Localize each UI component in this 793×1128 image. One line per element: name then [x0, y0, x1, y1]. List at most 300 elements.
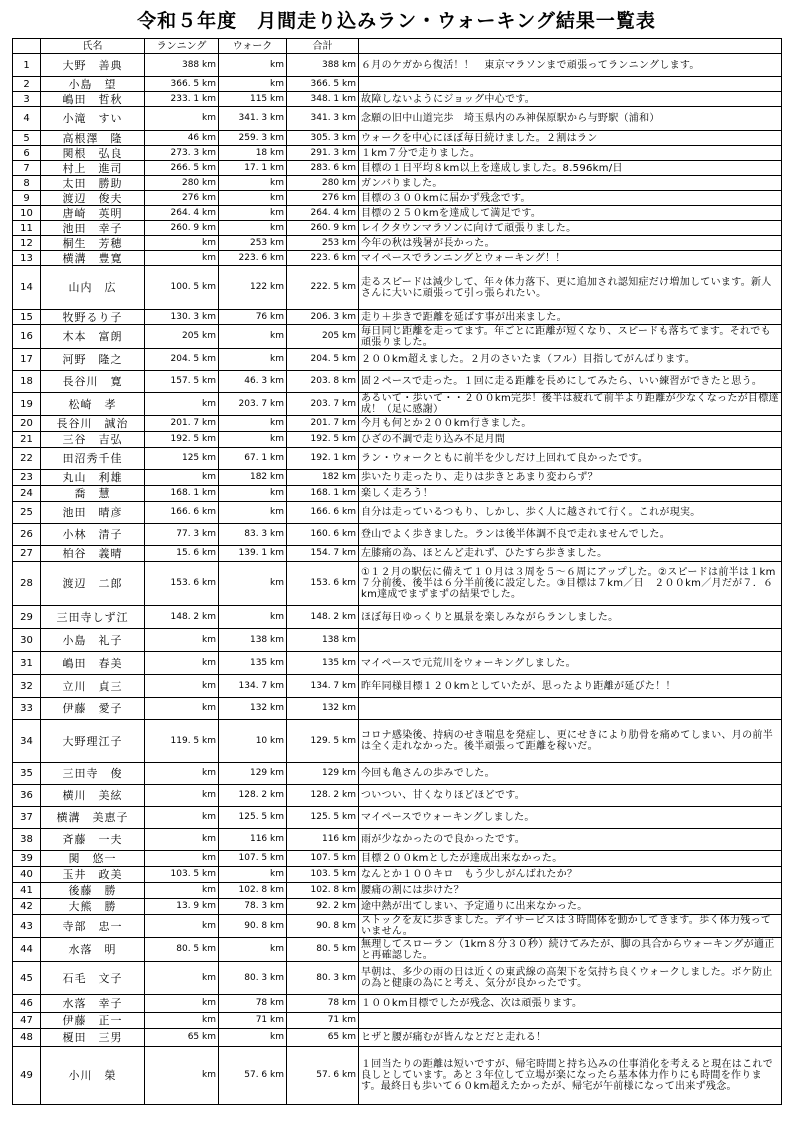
- walk-distance: 341. 3 km: [219, 107, 287, 131]
- row-number: 22: [13, 448, 41, 470]
- table-row: [13, 629, 782, 652]
- walk-distance: km: [219, 416, 287, 432]
- participant-name: 渡辺 二郎: [41, 562, 145, 606]
- total-distance: 205 km: [287, 325, 359, 349]
- row-number: 21: [13, 432, 41, 448]
- table-row: [13, 221, 782, 236]
- participant-name: 三田寺 俊: [41, 763, 145, 785]
- comment: マイペースでウォーキングしました。: [359, 807, 782, 829]
- running-distance: km: [145, 251, 219, 266]
- running-distance: 273. 3 km: [145, 146, 219, 161]
- row-number: 39: [13, 851, 41, 867]
- running-distance: km: [145, 675, 219, 698]
- row-number: 14: [13, 266, 41, 310]
- total-distance: 192. 1 km: [287, 448, 359, 470]
- row-number: 8: [13, 176, 41, 191]
- total-distance: 107. 5 km: [287, 851, 359, 867]
- participant-name: 伊藤 愛子: [41, 698, 145, 720]
- participant-name: 三谷 吉弘: [41, 432, 145, 448]
- row-number: 36: [13, 785, 41, 807]
- participant-name: 長谷川 誠治: [41, 416, 145, 432]
- table-row: [13, 325, 782, 349]
- comment: 毎日同じ距離を走ってます。年ごとに距離が短くなり、スピードも落ちてます。それでも頑張りました。: [359, 325, 782, 349]
- row-number: 34: [13, 720, 41, 763]
- walk-distance: 115 km: [219, 92, 287, 107]
- comment: 雨が少なかったので良かったです。: [359, 829, 782, 851]
- participant-name: 立川 貞三: [41, 675, 145, 698]
- walk-distance: km: [219, 221, 287, 236]
- row-number: 16: [13, 325, 41, 349]
- running-distance: 153. 6 km: [145, 562, 219, 606]
- table-row: [13, 416, 782, 432]
- participant-name: 横溝 美恵子: [41, 807, 145, 829]
- comment: コロナ感染後、持病のせき喘息を発症し、更にせきにより肋骨を痛めてしまい、月の前半は全く走れなかった。後半頑張って距離を稼いだ。: [359, 720, 782, 763]
- comment: 目標の２５０kmを達成して満足です。: [359, 206, 782, 221]
- running-distance: 15. 6 km: [145, 546, 219, 562]
- participant-name: 水落 明: [41, 938, 145, 962]
- walk-distance: 80. 3 km: [219, 962, 287, 995]
- walk-distance: 18 km: [219, 146, 287, 161]
- total-distance: 129. 5 km: [287, 720, 359, 763]
- total-distance: 92. 2 km: [287, 899, 359, 915]
- running-distance: km: [145, 883, 219, 899]
- walk-distance: km: [219, 486, 287, 502]
- walk-distance: 83. 3 km: [219, 524, 287, 546]
- walk-distance: 125. 5 km: [219, 807, 287, 829]
- total-distance: 366. 5 km: [287, 77, 359, 92]
- table-row: [13, 131, 782, 146]
- running-distance: km: [145, 470, 219, 486]
- running-distance: km: [145, 995, 219, 1013]
- total-distance: 80. 5 km: [287, 938, 359, 962]
- participant-name: 松崎 孝: [41, 393, 145, 416]
- table-row: [13, 371, 782, 393]
- participant-name: 関根 弘良: [41, 146, 145, 161]
- walk-distance: km: [219, 206, 287, 221]
- results-table: [12, 38, 782, 1105]
- total-distance: 305. 3 km: [287, 131, 359, 146]
- walk-distance: 259. 3 km: [219, 131, 287, 146]
- participant-name: 木本 富朗: [41, 325, 145, 349]
- row-number: 32: [13, 675, 41, 698]
- table-row: [13, 206, 782, 221]
- table-row: [13, 962, 782, 995]
- participant-name: 斉藤 一夫: [41, 829, 145, 851]
- walk-distance: 128. 2 km: [219, 785, 287, 807]
- running-distance: km: [145, 236, 219, 251]
- participant-name: 大野 善典: [41, 54, 145, 77]
- walk-distance: 17. 1 km: [219, 161, 287, 176]
- running-distance: 366. 5 km: [145, 77, 219, 92]
- running-distance: 125 km: [145, 448, 219, 470]
- comment: マイペースでランニングとウォーキング！！: [359, 251, 782, 266]
- comment: 腰痛の割には歩けた？: [359, 883, 782, 899]
- walk-distance: 122 km: [219, 266, 287, 310]
- walk-distance: 135 km: [219, 652, 287, 675]
- participant-name: 伊藤 正一: [41, 1013, 145, 1029]
- participant-name: 村上 進司: [41, 161, 145, 176]
- running-distance: 65 km: [145, 1029, 219, 1047]
- row-number: 5: [13, 131, 41, 146]
- table-row: [13, 251, 782, 266]
- participant-name: 小林 清子: [41, 524, 145, 546]
- header-total: 合計: [287, 39, 359, 54]
- participant-name: 後藤 勝: [41, 883, 145, 899]
- total-distance: 388 km: [287, 54, 359, 77]
- total-distance: 103. 5 km: [287, 867, 359, 883]
- participant-name: 池田 幸子: [41, 221, 145, 236]
- walk-distance: 67. 1 km: [219, 448, 287, 470]
- total-distance: 80. 3 km: [287, 962, 359, 995]
- participant-name: 田沼秀千佳: [41, 448, 145, 470]
- participant-name: 丸山 利雄: [41, 470, 145, 486]
- running-distance: 148. 2 km: [145, 606, 219, 629]
- comment: 途中熱が出てしまい、予定通りに出来なかった。: [359, 899, 782, 915]
- walk-distance: km: [219, 867, 287, 883]
- walk-distance: km: [219, 176, 287, 191]
- walk-distance: km: [219, 54, 287, 77]
- row-number: 24: [13, 486, 41, 502]
- running-distance: 192. 5 km: [145, 432, 219, 448]
- total-distance: 128. 2 km: [287, 785, 359, 807]
- row-number: 23: [13, 470, 41, 486]
- running-distance: km: [145, 851, 219, 867]
- total-distance: 90. 8 km: [287, 915, 359, 938]
- table-row: [13, 502, 782, 524]
- row-number: 29: [13, 606, 41, 629]
- walk-distance: 46. 3 km: [219, 371, 287, 393]
- table-row: [13, 191, 782, 206]
- participant-name: 渡辺 俊夫: [41, 191, 145, 206]
- running-distance: 119. 5 km: [145, 720, 219, 763]
- total-distance: 280 km: [287, 176, 359, 191]
- participant-name: 桐生 芳穂: [41, 236, 145, 251]
- total-distance: 166. 6 km: [287, 502, 359, 524]
- comment: ①１２月の駅伝に備えて１０月は３周を５～６周にアップした。②スピードは前半は１km７分前後、後半は６分半前後に設定した。③目標は７km／日 ２００km／月だが７．６km達成でまずまずの結果でした。: [359, 562, 782, 606]
- row-number: 15: [13, 310, 41, 325]
- walk-distance: km: [219, 606, 287, 629]
- total-distance: 138 km: [287, 629, 359, 652]
- table-row: [13, 176, 782, 191]
- walk-distance: 90. 8 km: [219, 915, 287, 938]
- comment: ラン・ウォークともに前半を少しだけ上回れて良かったです。: [359, 448, 782, 470]
- table-row: [13, 720, 782, 763]
- table-row: [13, 349, 782, 371]
- table-row: [13, 562, 782, 606]
- header-walk: ウォーク: [219, 39, 287, 54]
- comment: 昨年同様目標１２０kmとしていたが、思ったより距離が延びた！！: [359, 675, 782, 698]
- participant-name: 小滝 すい: [41, 107, 145, 131]
- row-number: 31: [13, 652, 41, 675]
- running-distance: 13. 9 km: [145, 899, 219, 915]
- row-number: 30: [13, 629, 41, 652]
- walk-distance: km: [219, 938, 287, 962]
- participant-name: 水落 幸子: [41, 995, 145, 1013]
- comment: ６月のケガから復活！！ 東京マラソンまで頑張ってランニングします。: [359, 54, 782, 77]
- row-number: 45: [13, 962, 41, 995]
- running-distance: 266. 5 km: [145, 161, 219, 176]
- total-distance: 148. 2 km: [287, 606, 359, 629]
- comment: 念願の旧中山道完歩 埼玉県内のみ神保原駅から与野駅（浦和）: [359, 107, 782, 131]
- walk-distance: km: [219, 325, 287, 349]
- comment: ヒザと腰が痛むが皆んなとだと走れる！: [359, 1029, 782, 1047]
- comment: 目標の３００kmに届かず残念です。: [359, 191, 782, 206]
- row-number: 47: [13, 1013, 41, 1029]
- comment: 目標の１日平均８km以上を達成しました。8.596km/日: [359, 161, 782, 176]
- table-row: [13, 652, 782, 675]
- total-distance: 204. 5 km: [287, 349, 359, 371]
- row-number: 2: [13, 77, 41, 92]
- comment: ほぼ毎日ゆっくりと風景を楽しみながらランしました。: [359, 606, 782, 629]
- table-row: [13, 266, 782, 310]
- comment: １km７分で走りました。: [359, 146, 782, 161]
- table-row: [13, 938, 782, 962]
- table-row: [13, 161, 782, 176]
- total-distance: 135 km: [287, 652, 359, 675]
- table-row: [13, 915, 782, 938]
- total-distance: 260. 9 km: [287, 221, 359, 236]
- table-row: [13, 486, 782, 502]
- header-no: [13, 39, 41, 54]
- comment: 今年の秋は残暑が長かった。: [359, 236, 782, 251]
- participant-name: 玉井 政美: [41, 867, 145, 883]
- row-number: 28: [13, 562, 41, 606]
- participant-name: 大熊 勝: [41, 899, 145, 915]
- total-distance: 154. 7 km: [287, 546, 359, 562]
- participant-name: 高根澤 隆: [41, 131, 145, 146]
- comment: １００km目標でしたが残念、次は頑張ります。: [359, 995, 782, 1013]
- row-number: 35: [13, 763, 41, 785]
- table-row: [13, 829, 782, 851]
- row-number: 10: [13, 206, 41, 221]
- total-distance: 222. 5 km: [287, 266, 359, 310]
- participant-name: 横川 美絃: [41, 785, 145, 807]
- running-distance: km: [145, 107, 219, 131]
- row-number: 12: [13, 236, 41, 251]
- comment: なんとか１００キロ もう少しがんばれたか？: [359, 867, 782, 883]
- comment: 左膝痛の為、ほとんど走れず、ひたすら歩きました。: [359, 546, 782, 562]
- running-distance: 205 km: [145, 325, 219, 349]
- running-distance: km: [145, 807, 219, 829]
- comment: ウォークを中心にほぼ毎日続けました。２割はラン: [359, 131, 782, 146]
- header-running: ランニング: [145, 39, 219, 54]
- total-distance: 129 km: [287, 763, 359, 785]
- running-distance: 168. 1 km: [145, 486, 219, 502]
- walk-distance: 78. 3 km: [219, 899, 287, 915]
- row-number: 6: [13, 146, 41, 161]
- row-number: 11: [13, 221, 41, 236]
- running-distance: 100. 5 km: [145, 266, 219, 310]
- table-row: [13, 1029, 782, 1047]
- participant-name: 石毛 文子: [41, 962, 145, 995]
- participant-name: 河野 隆之: [41, 349, 145, 371]
- running-distance: 233. 1 km: [145, 92, 219, 107]
- walk-distance: 203. 7 km: [219, 393, 287, 416]
- table-row: [13, 995, 782, 1013]
- row-number: 20: [13, 416, 41, 432]
- running-distance: 77. 3 km: [145, 524, 219, 546]
- running-distance: km: [145, 915, 219, 938]
- table-row: [13, 763, 782, 785]
- walk-distance: km: [219, 502, 287, 524]
- table-row: [13, 432, 782, 448]
- comment: 早朝は、多少の雨の日は近くの東武線の高架下を気持ち良くウォークしました。ボケ防止の為と健康の為にと考え、気分が良かったです。: [359, 962, 782, 995]
- participant-name: 横溝 豊寛: [41, 251, 145, 266]
- running-distance: km: [145, 785, 219, 807]
- row-number: 1: [13, 54, 41, 77]
- participant-name: 牧野るり子: [41, 310, 145, 325]
- participant-name: 寺部 忠一: [41, 915, 145, 938]
- total-distance: 168. 1 km: [287, 486, 359, 502]
- row-number: 18: [13, 371, 41, 393]
- row-number: 27: [13, 546, 41, 562]
- total-distance: 203. 7 km: [287, 393, 359, 416]
- running-distance: 46 km: [145, 131, 219, 146]
- total-distance: 65 km: [287, 1029, 359, 1047]
- walk-distance: 10 km: [219, 720, 287, 763]
- participant-name: 榎田 三男: [41, 1029, 145, 1047]
- header-name: 氏名: [41, 39, 145, 54]
- running-distance: km: [145, 829, 219, 851]
- table-row: [13, 77, 782, 92]
- comment: ガンバりました。: [359, 176, 782, 191]
- comment: 固２ペースで走った。１回に走る距離を長めにしてみたら、いい練習ができたと思う。: [359, 371, 782, 393]
- row-number: 9: [13, 191, 41, 206]
- total-distance: 253 km: [287, 236, 359, 251]
- total-distance: 125. 5 km: [287, 807, 359, 829]
- table-row: [13, 1047, 782, 1105]
- row-number: 46: [13, 995, 41, 1013]
- walk-distance: 76 km: [219, 310, 287, 325]
- comment: ストックを友に歩きました。デイサービスは３時間体を動かしてきます。歩く体力残っていません。: [359, 915, 782, 938]
- row-number: 17: [13, 349, 41, 371]
- participant-name: 小島 望: [41, 77, 145, 92]
- participant-name: 喬 慧: [41, 486, 145, 502]
- comment: あるいて・歩いて・・２００km完歩！後半は疲れて前半より距離が少なくなったが目標達成！（足に感謝）: [359, 393, 782, 416]
- header-note: [359, 39, 782, 54]
- table-row: [13, 310, 782, 325]
- table-row: [13, 524, 782, 546]
- total-distance: 341. 3 km: [287, 107, 359, 131]
- comment: ひざの不調で走り込み不足月間: [359, 432, 782, 448]
- participant-name: 三田寺しず江: [41, 606, 145, 629]
- table-row: [13, 470, 782, 486]
- walk-distance: 107. 5 km: [219, 851, 287, 867]
- row-number: 26: [13, 524, 41, 546]
- page-title: 令和５年度 月間走り込みラン・ウォーキング結果一覧表: [137, 10, 656, 32]
- walk-distance: 102. 8 km: [219, 883, 287, 899]
- table-row: [13, 1013, 782, 1029]
- total-distance: 182 km: [287, 470, 359, 486]
- total-distance: 57. 6 km: [287, 1047, 359, 1105]
- total-distance: 71 km: [287, 1013, 359, 1029]
- table-row: [13, 92, 782, 107]
- walk-distance: km: [219, 432, 287, 448]
- walk-distance: 78 km: [219, 995, 287, 1013]
- total-distance: 206. 3 km: [287, 310, 359, 325]
- table-row: [13, 107, 782, 131]
- running-distance: 201. 7 km: [145, 416, 219, 432]
- comment: 故障しないようにジョッグ中心です。: [359, 92, 782, 107]
- table-row: [13, 851, 782, 867]
- running-distance: 157. 5 km: [145, 371, 219, 393]
- row-number: 33: [13, 698, 41, 720]
- comment: 走るスピードは減少して、年々体力落下、更に追加され認知症だけ増加しています。新人さんに大いに頑張って引っ張られたい。: [359, 266, 782, 310]
- comment: [359, 1013, 782, 1029]
- running-distance: 204. 5 km: [145, 349, 219, 371]
- total-distance: 116 km: [287, 829, 359, 851]
- row-number: 37: [13, 807, 41, 829]
- table-row: [13, 393, 782, 416]
- table-row: [13, 606, 782, 629]
- row-number: 48: [13, 1029, 41, 1047]
- participant-name: 小島 礼子: [41, 629, 145, 652]
- walk-distance: km: [219, 1029, 287, 1047]
- comment: [359, 77, 782, 92]
- comment: 走り＋歩きで距離を延ばす事が出来ました。: [359, 310, 782, 325]
- comment: 無理してスローラン（1km８分３０秒）続けてみたが、脚の具合からウォーキングが適正と再確認した。: [359, 938, 782, 962]
- running-distance: km: [145, 652, 219, 675]
- comment: １回当たりの距離は短いですが、帰宅時間と持ち込みの仕事消化を考えると現在はこれで良しとしています。あと３年位して立場が楽になったら基本体力作りにも時間を作ります。最終日も歩いて６０km超えたかったが、帰宅が午前様になって出来ず残念。: [359, 1047, 782, 1105]
- total-distance: 201. 7 km: [287, 416, 359, 432]
- walk-distance: 138 km: [219, 629, 287, 652]
- table-row: [13, 546, 782, 562]
- running-distance: 388 km: [145, 54, 219, 77]
- participant-name: 柏谷 義晴: [41, 546, 145, 562]
- comment: [359, 698, 782, 720]
- row-number: 19: [13, 393, 41, 416]
- total-distance: 276 km: [287, 191, 359, 206]
- participant-name: 長谷川 寛: [41, 371, 145, 393]
- total-distance: 291. 3 km: [287, 146, 359, 161]
- total-distance: 153. 6 km: [287, 562, 359, 606]
- walk-distance: 71 km: [219, 1013, 287, 1029]
- participant-name: 池田 晴彦: [41, 502, 145, 524]
- running-distance: km: [145, 763, 219, 785]
- walk-distance: km: [219, 77, 287, 92]
- total-distance: 348. 1 km: [287, 92, 359, 107]
- table-row: [13, 883, 782, 899]
- total-distance: 223. 6 km: [287, 251, 359, 266]
- comment: マイペースで元荒川をウォーキングしました。: [359, 652, 782, 675]
- running-distance: 130. 3 km: [145, 310, 219, 325]
- total-distance: 203. 8 km: [287, 371, 359, 393]
- running-distance: 260. 9 km: [145, 221, 219, 236]
- walk-distance: km: [219, 349, 287, 371]
- walk-distance: 132 km: [219, 698, 287, 720]
- total-distance: 102. 8 km: [287, 883, 359, 899]
- running-distance: 276 km: [145, 191, 219, 206]
- row-number: 40: [13, 867, 41, 883]
- row-number: 44: [13, 938, 41, 962]
- comment: 今回も亀さんの歩みでした。: [359, 763, 782, 785]
- row-number: 49: [13, 1047, 41, 1105]
- comment: 今月も何とか２００km行きました。: [359, 416, 782, 432]
- running-distance: km: [145, 629, 219, 652]
- row-number: 41: [13, 883, 41, 899]
- total-distance: 78 km: [287, 995, 359, 1013]
- row-number: 7: [13, 161, 41, 176]
- running-distance: km: [145, 1013, 219, 1029]
- row-number: 43: [13, 915, 41, 938]
- table-row: [13, 807, 782, 829]
- participant-name: 山内 広: [41, 266, 145, 310]
- walk-distance: 253 km: [219, 236, 287, 251]
- running-distance: 280 km: [145, 176, 219, 191]
- running-distance: 80. 5 km: [145, 938, 219, 962]
- table-row: [13, 785, 782, 807]
- running-distance: 166. 6 km: [145, 502, 219, 524]
